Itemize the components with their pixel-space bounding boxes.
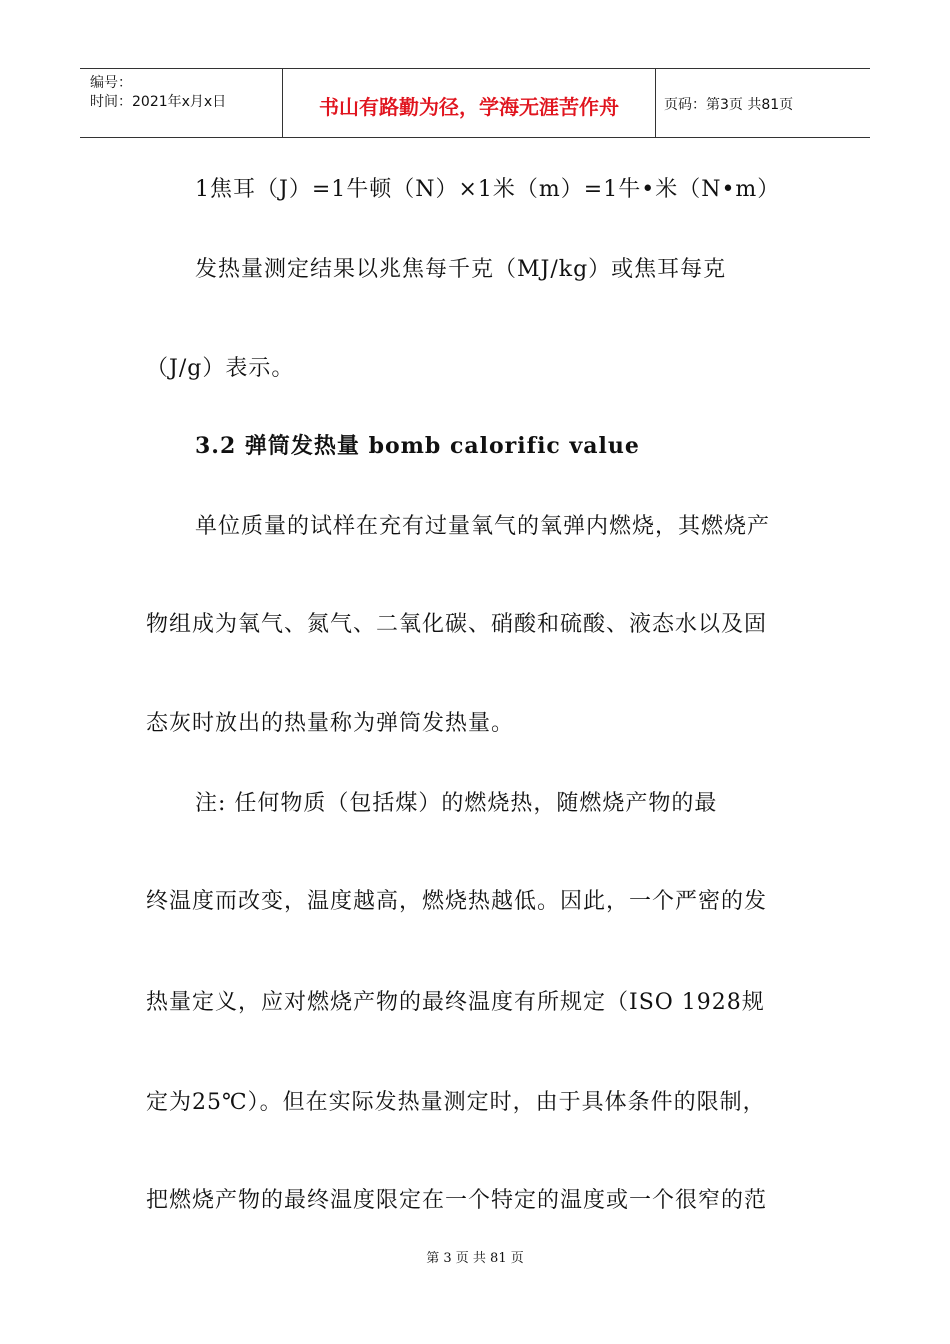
header-left-cell [80,69,282,137]
note-line-1: 注: 任何物质（包括煤）的燃烧热，随燃烧产物的最 [195,791,718,816]
header-page-info: 页码：第3页 共81页 [664,97,794,113]
header-motto: 书山有路勤为径，学海无涯苦作舟 [319,95,619,119]
note-line-4: 定为25℃）。但在实际发热量测定时，由于具体条件的限制， [146,1090,766,1115]
note-line-3: 热量定义，应对燃烧产物的最终温度有所规定（ISO 1928规 [146,990,765,1015]
note-line-2: 终温度而改变，温度越高，燃烧热越低。因此，一个严密的发 [146,889,768,914]
document-date: 时间：2021年x月x日 [90,94,227,110]
body-line-3: （J/g）表示。 [146,356,295,381]
header-right-cell [654,69,870,137]
body-line-1: 1焦耳（J）=1牛顿（N）×1米（m）=1牛•米（N•m） [195,177,781,202]
body-line-5: 单位质量的试样在充有过量氧气的氧弹内燃烧，其燃烧产 [195,514,771,539]
body-line-2: 发热量测定结果以兆焦每千克（MJ/kg）或焦耳每克 [195,257,727,282]
section-heading: 3.2 弹筒发热量 bomb calorific value [195,433,640,459]
header-middle-cell [282,69,656,137]
page-header [80,68,870,138]
page-footer: 第 3 页 共 81 页 [426,1251,524,1266]
body-line-7: 态灰时放出的热量称为弹筒发热量。 [146,711,515,736]
body-line-6: 物组成为氧气、氮气、二氧化碳、硝酸和硫酸、液态水以及固 [146,612,768,637]
note-line-5: 把燃烧产物的最终温度限定在一个特定的温度或一个很窄的范 [146,1188,768,1213]
document-number-label: 编号： [90,75,132,91]
